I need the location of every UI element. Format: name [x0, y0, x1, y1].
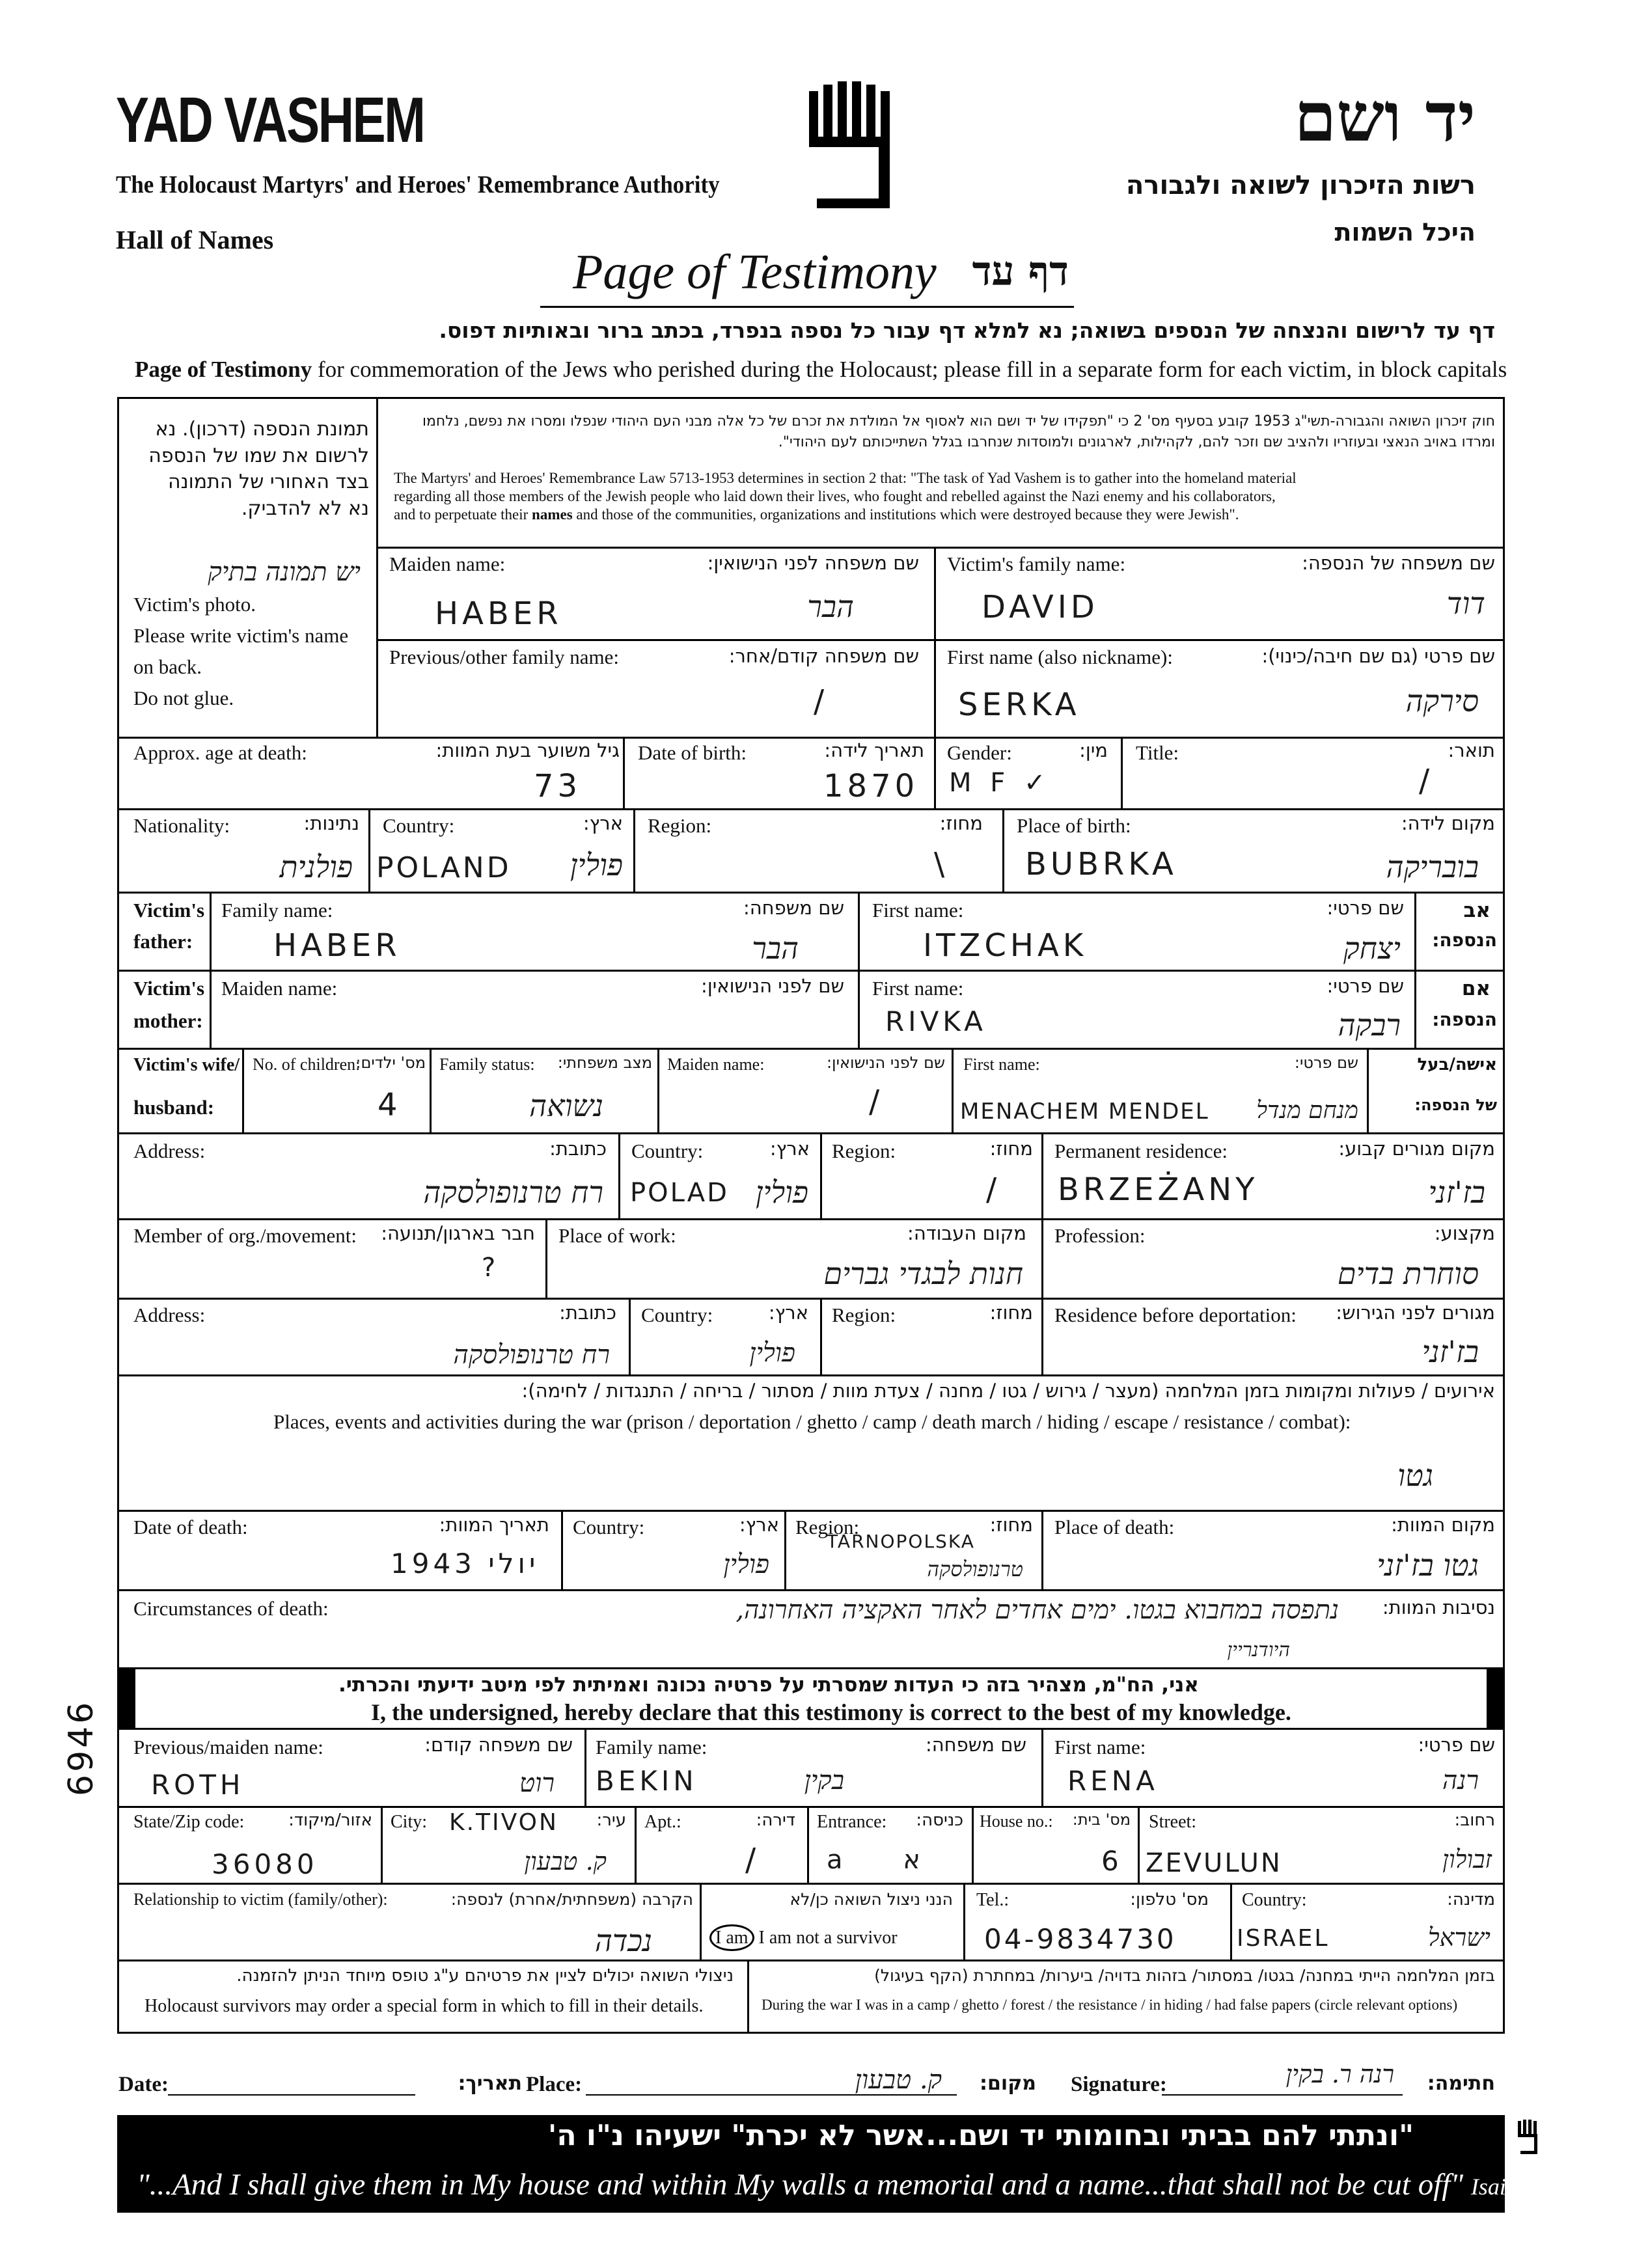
country-value[interactable]: POLAND — [376, 851, 512, 884]
survivor-form-he: ניצולי השואה יכולים לציין את פרטיהם ע"ג טופס מיוחד הניתן להזמנה. — [236, 1966, 734, 1986]
country-value-he[interactable]: פולין — [570, 847, 623, 882]
dob-value[interactable]: 1870 — [823, 768, 919, 804]
address2-value-he[interactable]: רח טרנופולסקה — [453, 1340, 610, 1370]
spouse-maiden-label-en: Maiden name: — [667, 1055, 765, 1074]
country2-label-he: ארץ: — [768, 1302, 808, 1324]
war-options-en[interactable]: During the war I was in a camp / ghetto / forest / the resistance / in hiding / had false papers (circle relevant options) — [762, 1997, 1458, 2013]
org-name-en: YAD VASHEM — [116, 84, 424, 156]
mother-maiden-label-en: Maiden name: — [221, 977, 338, 1000]
sub-first-label-he: שם פרטי: — [1418, 1734, 1495, 1756]
address2-label-en: Address: — [133, 1304, 206, 1326]
sub-family-label-en: Family name: — [596, 1736, 708, 1758]
address-label-en: Address: — [133, 1140, 206, 1162]
res-before-value-he[interactable]: בז'זני — [1422, 1334, 1479, 1369]
survivor-options[interactable] — [709, 1928, 898, 1948]
pob-label-he: מקום לידה: — [1401, 812, 1495, 834]
pod-value-he[interactable]: גטו בז'זני — [1377, 1548, 1479, 1583]
law-en-1: The Martyrs' and Heroes' Remembrance Law 5713-1953 determines in section 2 that: "The task of Yad Vashem is to gather into the homeland material — [394, 470, 1297, 486]
children-label-en: No. of children: — [253, 1055, 361, 1074]
law-en-3a: and to perpetuate their — [394, 506, 532, 523]
father-first-value-he[interactable]: יצחק — [1343, 931, 1401, 966]
children-label-he: מס' ילדים: — [355, 1054, 426, 1072]
dod-label-en: Date of death: — [133, 1516, 248, 1538]
father-label-he-2: הנספה: — [1432, 929, 1497, 951]
father-family-value-he[interactable]: הבר — [752, 931, 799, 966]
city-label-he: עיר: — [596, 1810, 626, 1830]
member-label-en: Member of org./movement: — [133, 1224, 357, 1247]
hall-of-names-en: Hall of Names — [116, 225, 274, 254]
maiden-name-value[interactable]: HABER — [435, 595, 562, 632]
circ-value-he-2[interactable]: היודנריין — [1227, 1639, 1290, 1661]
country2-label-en: Country: — [641, 1304, 713, 1326]
dod-label-he: תאריך המוות: — [439, 1514, 549, 1536]
region-label-he: מחוז: — [939, 812, 983, 834]
work-value-he[interactable]: חנות לבגדי גברים — [823, 1256, 1023, 1291]
entrance-label-he: כניסה: — [916, 1810, 963, 1830]
address-value-he[interactable]: רח טרנופולסקה — [423, 1175, 603, 1210]
family-status-value-he[interactable]: נשואה — [529, 1088, 603, 1123]
pob-label-en: Place of birth: — [1017, 814, 1131, 837]
title-label-en: Title: — [1136, 741, 1179, 764]
hall-of-names-he: היכל השמות — [1334, 218, 1476, 247]
age-value[interactable]: 73 — [534, 768, 582, 804]
addr-country-value-he[interactable]: פולין — [755, 1175, 808, 1210]
mother-label-en-1: Victim's — [133, 977, 205, 1000]
footer-citation: Isaiah, 56:5 — [1470, 2174, 1584, 2200]
victim-family-label-en: Victim's family name: — [947, 553, 1126, 575]
footer-quote-en — [137, 2167, 1584, 2202]
sub-first-value-he[interactable]: רנה — [1442, 1766, 1479, 1796]
tel-label-he: מס' טלפון: — [1130, 1890, 1209, 1909]
mother-label-he-1: אם — [1461, 977, 1491, 1000]
father-label-en-2: father: — [133, 930, 193, 953]
member-label-he: חבר בארגון/תנועה: — [381, 1222, 535, 1244]
photo-label-2: Please write victim's name — [133, 624, 349, 647]
city-value[interactable]: K.TIVON — [449, 1809, 558, 1836]
street-label-en: Street: — [1149, 1812, 1197, 1832]
spouse-label-he-2: של הנספה: — [1414, 1096, 1497, 1114]
sub-prev-value[interactable]: ROTH — [151, 1769, 245, 1801]
sub-first-value[interactable]: RENA — [1067, 1765, 1159, 1797]
org-subtitle-he: רשות הזיכרון לשואה ולגבורה — [1125, 171, 1476, 200]
declaration-en: I, the undersigned, hereby declare that this testimony is correct to the best of my knowledge. — [371, 1699, 1291, 1725]
profession-label-he: מקצוע: — [1434, 1222, 1495, 1244]
photo-label-3: on back. — [133, 655, 202, 678]
dod-region-label-he: מחוז: — [989, 1514, 1033, 1536]
mother-first-value[interactable]: RIVKA — [885, 1005, 987, 1037]
relation-value-he[interactable]: נכדה — [594, 1923, 652, 1958]
country-label-he: ארץ: — [583, 812, 623, 834]
country-label-en: Country: — [383, 814, 455, 837]
family-status-label-he: מצב משפחתי: — [557, 1054, 652, 1072]
address2-label-he: כתובת: — [559, 1302, 616, 1324]
sub-family-value-he[interactable]: בקין — [804, 1766, 844, 1796]
circ-label-he: נסיבות המוות: — [1382, 1596, 1495, 1619]
sub-country-label-en: Country: — [1242, 1890, 1307, 1910]
law-en-3 — [394, 506, 1239, 523]
mother-first-label-he: שם פרטי: — [1326, 975, 1404, 997]
city-value-he[interactable]: ק. טבעון — [524, 1847, 607, 1876]
addr-region-label-he: מחוז: — [989, 1138, 1033, 1160]
first-name-value-he[interactable]: סירקה — [1405, 683, 1479, 718]
nationality-label-en: Nationality: — [133, 814, 230, 837]
events-label-he: אירועים / פעולות ומקומות בזמן המלחמה (מעצר / גירוש / גטו / מחנה / צעדת מוות / מסתור / בריחה / התנגדות / לחימה): — [521, 1380, 1495, 1402]
sub-family-label-he: שם משפחה: — [925, 1734, 1026, 1756]
zip-label-en: State/Zip code: — [133, 1812, 245, 1832]
profession-value-he[interactable]: סוחרת בדים — [1337, 1256, 1479, 1291]
place-label-en: Place: — [526, 2073, 583, 2096]
spouse-label-en-2: husband: — [133, 1096, 215, 1119]
apt-label-en: Apt.: — [644, 1812, 681, 1832]
survivor-form-en: Holocaust survivors may order a special form in which to fill in their details. — [144, 1996, 704, 2016]
pob-value-he[interactable]: בובריקה — [1386, 849, 1479, 884]
mother-label-he-2: הנספה: — [1432, 1009, 1497, 1030]
footer-quote-he: "ונתתי להם בביתי ובחומותי יד ושם...אשר לא יכרת" ישעיהו נ"ו ה' — [547, 2119, 1414, 2152]
sub-country-label-he: מדינה: — [1447, 1890, 1495, 1909]
father-family-value[interactable]: HABER — [273, 927, 401, 964]
spouse-maiden-label-he: שם לפני הנישואין: — [826, 1054, 945, 1072]
perm-res-value-he[interactable]: בז'זני — [1428, 1175, 1485, 1210]
dod-region-label-en: Region: — [795, 1516, 860, 1538]
father-label-en-1: Victim's — [133, 899, 205, 922]
dod-region-value[interactable]: TARNOPOLSKA — [827, 1531, 975, 1552]
address-label-he: כתובת: — [549, 1138, 607, 1160]
tel-label-en: Tel.: — [976, 1890, 1010, 1910]
apt-value[interactable]: / — [745, 1842, 760, 1878]
footer-quote-en-text: "...And I shall give them in My house and within My walls a memorial and a name...that shall not be cut off" — [137, 2168, 1464, 2202]
street-value-he[interactable]: זבולון — [1442, 1845, 1492, 1874]
form-title-he: דף עד — [972, 247, 1069, 295]
spouse-first-label-en: First name: — [963, 1055, 1040, 1074]
gender-label-he: מין: — [1079, 739, 1108, 761]
res-before-label-en: Residence before deportation: — [1054, 1304, 1297, 1326]
sub-prev-label-en: Previous/maiden name: — [133, 1736, 323, 1758]
events-value-he[interactable]: גטו — [1397, 1458, 1433, 1493]
work-label-en: Place of work: — [558, 1224, 676, 1247]
pod-label-en: Place of death: — [1054, 1516, 1175, 1538]
margin-number: 6946 — [62, 1699, 101, 1796]
prev-family-label-he: שם משפחה קודם/אחר: — [728, 645, 919, 667]
title-value[interactable]: / — [1419, 763, 1434, 799]
photo-instructions-he: תמונת הנספה (דרכון). נא לרשום את שמו של הנספה בצד האחורי של התמונה נא לא להדביק. — [148, 418, 369, 520]
father-family-label-he: שם משפחה: — [743, 897, 844, 919]
victim-family-value[interactable]: DAVID — [982, 589, 1099, 625]
signature-label-en: Signature: — [1071, 2073, 1167, 2096]
sub-first-label-en: First name: — [1054, 1736, 1146, 1758]
region-value[interactable]: \ — [934, 846, 949, 882]
mother-first-label-en: First name: — [872, 977, 964, 1000]
spouse-first-value[interactable]: MENACHEM MENDEL — [960, 1099, 1209, 1125]
maiden-name-value-he[interactable]: הבר — [807, 589, 854, 624]
place-label-he: מקום: — [980, 2072, 1036, 2095]
place-value-he[interactable]: ק. טבעון — [855, 2065, 942, 2095]
war-options-he[interactable]: בזמן המלחמה הייתי במחנה/ בגטו/ במסתור/ בזהות בדויה/ ביערות/ במחתרת (הקף בעיגול) — [874, 1966, 1495, 1985]
survivor-label-he: הנני ניצול השואה כן/לא — [790, 1890, 953, 1909]
maiden-name-label-he: שם משפחה לפני הנישואין: — [707, 552, 919, 574]
prev-family-value[interactable]: / — [814, 683, 829, 720]
age-label-he: גיל משוער בעת המוות: — [435, 739, 620, 761]
perm-res-label-en: Permanent residence: — [1054, 1140, 1228, 1162]
photo-label-4: Do not glue. — [133, 687, 234, 709]
spouse-label-he-1: אישה/בעל — [1417, 1055, 1497, 1074]
sub-country-value-he[interactable]: ישראל — [1427, 1923, 1491, 1952]
declaration-he: אני, הח"מ, מצהיר בזה כי העדות שמסרתי על פרטיה נכונה ואמיתית לפי מיטב ידיעתי והכרתי. — [338, 1673, 1199, 1697]
entrance-label-en: Entrance: — [817, 1812, 887, 1832]
victim-family-label-he: שם משפחה של הנספה: — [1302, 552, 1495, 574]
first-name-value[interactable]: SERKA — [958, 687, 1080, 723]
addr-country-value[interactable]: POLAD — [630, 1178, 729, 1208]
dob-label-he: תאריך לידה: — [824, 739, 924, 761]
region2-label-he: מחוז: — [989, 1302, 1033, 1324]
circ-value-he[interactable]: נתפסה במחבוא בגטו. ימים אחדים לאחר האקציה האחרונה, — [735, 1595, 1339, 1625]
region2-label-en: Region: — [832, 1304, 896, 1326]
street-value[interactable]: ZEVULUN — [1146, 1848, 1282, 1878]
country2-value-he[interactable]: פולין — [749, 1338, 795, 1368]
intro-en-text: for commemoration of the Jews who perished during the Holocaust; please fill in a separate form for each victim, in block capitals — [312, 357, 1507, 382]
intro-en-bold: Page of Testimony — [135, 357, 312, 382]
spouse-maiden-value[interactable]: / — [869, 1084, 884, 1120]
events-label-en: Places, events and activities during the war (prison / deportation / ghetto / camp / death march / hiding / escape / resistance / combat): — [273, 1410, 1351, 1433]
law-he: חוק זיכרון השואה והגבורה-תשי"ג 1953 קובע בסעיף מס' 2 כי "תפקידו של יד ושם הוא לאסוף אל המולדת את זכרם של כל אלה מבני העם היהודי שנפלו ומסרו את נפשם, נלחמו ומרדו באויב הנאצי ובעוזריו ולהציב שם וזכר להם, לקהילות, לארגונים ולמוסדות שנחרבו בגלל השתייכותם לעם היהודי". — [422, 413, 1495, 450]
sub-prev-value-he[interactable]: רוט — [519, 1768, 555, 1798]
dod-country-label-en: Country: — [573, 1516, 645, 1538]
photo-label-1: Victim's photo. — [133, 593, 256, 616]
signature-label-he: חתימה: — [1427, 2072, 1495, 2095]
intro-he: דף עד לרישום והנצחה של הנספים בשואה; נא למלא דף עבור כל נספה בנפרד, בכתב ברור ובאותיות דפוס. — [439, 318, 1495, 343]
father-label-he-1: אב — [1463, 899, 1491, 922]
addr-region-value[interactable]: / — [986, 1171, 1001, 1208]
date-label-he: תאריך: — [458, 2072, 522, 2095]
dod-value[interactable]: 1943 יולי — [391, 1548, 540, 1579]
zip-value[interactable]: 36080 — [212, 1848, 318, 1880]
zip-label-he: אזור/מיקוד: — [288, 1810, 372, 1830]
spouse-first-label-he: שם פרטי: — [1294, 1054, 1358, 1072]
law-en-3c: and those of the communities, organizations and institutions which were destroyed because they were Jewish". — [572, 506, 1239, 523]
mother-first-value-he[interactable]: רבקה — [1338, 1007, 1401, 1043]
dod-country-label-he: ארץ: — [739, 1514, 779, 1536]
tel-value[interactable]: 04-9834730 — [984, 1923, 1177, 1955]
perm-res-label-he: מקום מגורים קבוע: — [1338, 1138, 1495, 1160]
footer-logo-icon — [1517, 2118, 1543, 2157]
sub-family-value[interactable]: BEKIN — [596, 1765, 698, 1797]
relation-label-en: Relationship to victim (family/other): — [133, 1890, 388, 1909]
city-label-en: City: — [391, 1812, 428, 1832]
entrance-value[interactable]: a א — [827, 1845, 946, 1875]
org-name-he: יד ושם — [1294, 77, 1476, 157]
intro-en — [135, 357, 1507, 383]
mother-label-en-2: mother: — [133, 1009, 203, 1032]
father-first-label-he: שם פרטי: — [1326, 897, 1404, 919]
apt-label-he: דירה: — [756, 1810, 795, 1830]
work-label-he: מקום העבודה: — [907, 1222, 1026, 1244]
form-title-en: Page of Testimony — [573, 245, 937, 299]
dod-region-value-he[interactable]: טרנופולסקה — [927, 1557, 1023, 1581]
spouse-first-value-he[interactable]: מנחם מנדל — [1256, 1097, 1358, 1124]
house-label-en: House no.: — [980, 1812, 1053, 1831]
family-status-label-en: Family status: — [439, 1055, 535, 1074]
street-label-he: רחוב: — [1454, 1810, 1495, 1830]
prev-family-label-en: Previous/other family name: — [389, 646, 619, 668]
house-value[interactable]: 6 — [1101, 1845, 1123, 1877]
addr-region-label-en: Region: — [832, 1140, 896, 1162]
father-first-label-en: First name: — [872, 899, 964, 922]
pob-value[interactable]: BUBRKA — [1025, 846, 1177, 882]
dob-label-en: Date of birth: — [638, 741, 747, 764]
photo-note-handwritten: יש תמונה בתיק — [208, 557, 361, 587]
gender-value[interactable]: M F ✓ — [949, 768, 1051, 798]
region-label-en: Region: — [648, 814, 712, 837]
profession-label-en: Profession: — [1054, 1224, 1146, 1247]
addr-country-label-he: ארץ: — [769, 1138, 810, 1160]
title-label-he: תואר: — [1448, 739, 1495, 761]
sub-country-value[interactable]: ISRAEL — [1237, 1925, 1330, 1952]
victim-family-value-he[interactable]: דוד — [1446, 586, 1485, 621]
father-first-value[interactable]: ITZCHAK — [923, 927, 1088, 964]
perm-res-value[interactable]: BRZEŻANY — [1058, 1171, 1259, 1208]
circ-label-en: Circumstances of death: — [133, 1597, 329, 1620]
yad-vashem-logo — [804, 78, 901, 221]
law-en-3b: names — [532, 506, 573, 523]
nationality-label-he: נתינות: — [303, 812, 359, 834]
date-label-en: Date: — [118, 2073, 169, 2096]
first-name-label-en: First name (also nickname): — [947, 646, 1173, 668]
dod-country-value-he[interactable]: פולין — [723, 1550, 769, 1579]
spouse-label-en-1: Victim's wife/ — [133, 1055, 240, 1075]
member-value[interactable]: ? — [482, 1253, 500, 1283]
relation-label-he: הקרבה (משפחתית/אחרת) לנספה: — [450, 1890, 693, 1909]
pod-label-he: מקום המוות: — [1391, 1514, 1495, 1536]
nationality-value-he[interactable]: פולנית — [279, 849, 353, 884]
mother-maiden-label-he: שם לפני הנישואין: — [701, 975, 844, 997]
survivor-yes-option[interactable]: I am — [709, 1924, 754, 1951]
law-en-2: regarding all those members of the Jewish people who laid down their lives, who fought and rebelled against the Nazi enemy and his collaborators, — [394, 488, 1276, 504]
first-name-label-he: שם פרטי (גם שם חיבה/כינוי): — [1261, 645, 1495, 667]
house-label-he: מס' בית: — [1072, 1810, 1131, 1829]
father-family-label-en: Family name: — [221, 899, 333, 922]
children-value[interactable]: 4 — [378, 1087, 402, 1123]
age-label-en: Approx. age at death: — [133, 741, 307, 764]
survivor-no-option[interactable]: I am not a survivor — [758, 1928, 898, 1948]
gender-label-en: Gender: — [947, 741, 1012, 764]
signature-value[interactable]: רנה ר. בקין — [1285, 2060, 1394, 2088]
addr-country-label-en: Country: — [631, 1140, 704, 1162]
maiden-name-label-en: Maiden name: — [389, 553, 506, 575]
org-subtitle-en: The Holocaust Martyrs' and Heroes' Remembrance Authority — [116, 171, 720, 198]
sub-prev-label-he: שם משפחה קודם: — [424, 1734, 573, 1756]
res-before-label-he: מגורים לפני הגירוש: — [1336, 1302, 1495, 1324]
